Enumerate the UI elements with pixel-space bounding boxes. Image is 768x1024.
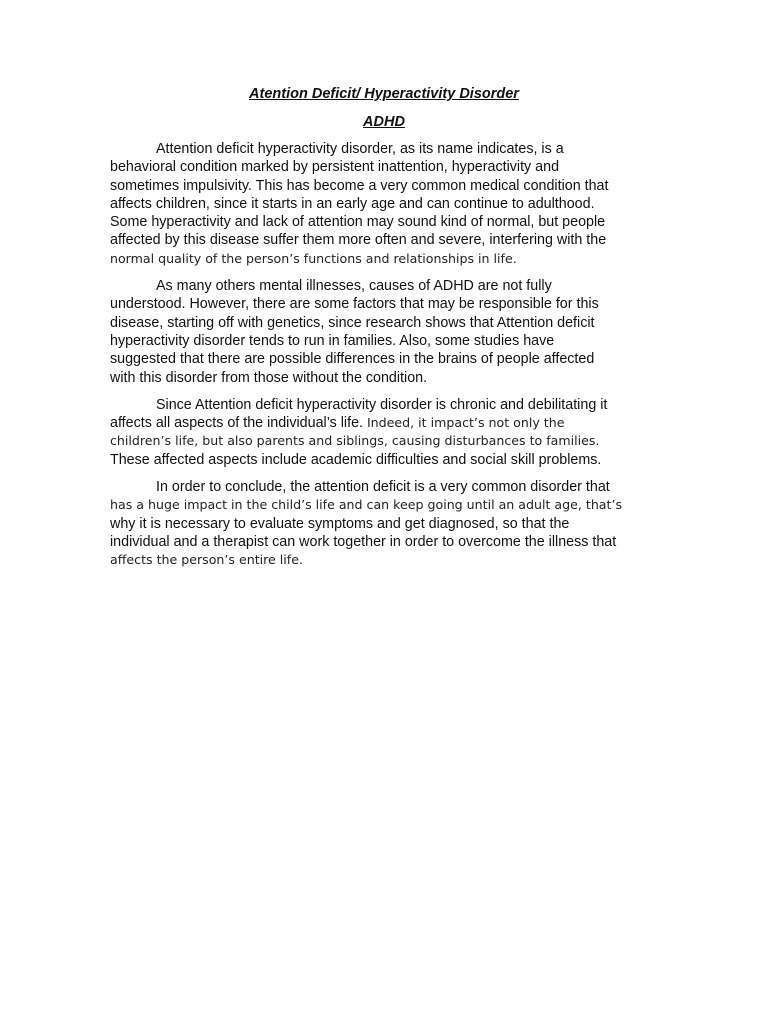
text-line: understood. However, there are some factors that may be responsible for this <box>110 296 599 313</box>
text-line: Since Attention deficit hyperactivity disorder is chronic and debilitating it <box>156 396 608 413</box>
text-line: As many others mental illnesses, causes of ADHD are not fully <box>156 278 552 295</box>
paragraph-2 <box>110 277 662 387</box>
text-line: sometimes impulsivity. This has become a very common medical condition that <box>110 177 609 194</box>
text-line: disease, starting off with genetics, since research shows that Attention deficit <box>110 314 595 331</box>
text-line: with this disorder from those without the condition. <box>110 369 428 386</box>
text-line: affects the person’s entire life. <box>110 552 303 568</box>
text-line: individual and a therapist can work together in order to overcome the illness that <box>110 533 617 550</box>
text-line: Some hyperactivity and lack of attention may sound kind of normal, but people <box>110 214 606 231</box>
text-line: children’s life, but also parents and siblings, causing disturbances to families. <box>110 433 600 449</box>
text-segment: affects all aspects of the individual’s life. <box>110 415 367 432</box>
document-subtitle: ADHD <box>363 114 405 130</box>
text-segment: Indeed, it impact’s not only the <box>366 415 565 431</box>
document-title: Atention Deficit/ Hyperactivity Disorder <box>249 86 519 102</box>
text-line <box>110 414 662 432</box>
paragraph-4 <box>110 478 662 569</box>
text-line: hyperactivity disorder tends to run in families. Also, some studies have <box>110 332 555 349</box>
text-line: These affected aspects include academic difficulties and social skill problems. <box>110 451 602 468</box>
text-line: why it is necessary to evaluate symptoms and get diagnosed, so that the <box>110 515 570 532</box>
paragraph-1 <box>110 140 662 268</box>
paragraph-3 <box>110 396 662 469</box>
text-line: In order to conclude, the attention deficit is a very common disorder that <box>156 479 610 496</box>
text-line: Attention deficit hyperactivity disorder, as its name indicates, is a <box>156 141 564 157</box>
text-line: normal quality of the person’s functions and relationships in life. <box>110 250 517 266</box>
text-line: has a huge impact in the child’s life and can keep going until an adult age, that’s <box>110 497 623 513</box>
text-line: suggested that there are possible differences in the brains of people affected <box>110 351 595 368</box>
text-line: affected by this disease suffer them more often and severe, interfering with the <box>110 232 607 249</box>
text-line: behavioral condition marked by persistent inattention, hyperactivity and <box>110 159 560 176</box>
text-line: affects children, since it starts in an early age and can continue to adulthood. <box>110 195 595 212</box>
document-body <box>110 140 662 579</box>
